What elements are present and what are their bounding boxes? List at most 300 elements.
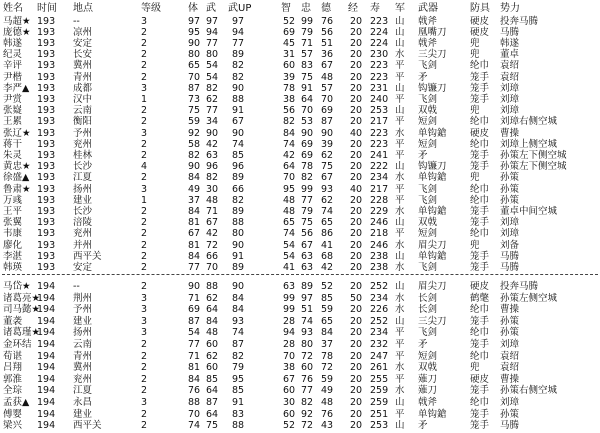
cell-lifespan: 226 <box>370 304 389 316</box>
cell-experience: 20 <box>350 250 363 262</box>
cell-intellect: 60 <box>283 408 296 420</box>
cell-intellect: 70 <box>283 172 296 184</box>
cell-intellect: 64 <box>283 161 296 173</box>
cell-force-up: 67 <box>232 116 245 128</box>
cell-intellect: 38 <box>283 362 296 374</box>
cell-army: 平 <box>395 93 405 105</box>
cell-virtue: 56 <box>321 26 334 38</box>
cell-lifespan: 224 <box>370 26 389 38</box>
cell-virtue: 75 <box>321 161 334 173</box>
cell-lifespan: 223 <box>370 138 389 150</box>
header-place: 地点 <box>73 3 93 14</box>
cell-time: 193 <box>37 49 56 61</box>
cell-faction: 马腾 <box>500 420 520 432</box>
cell-intellect: 28 <box>283 339 296 350</box>
cell-level: 2 <box>141 149 148 161</box>
cell-place: 安定 <box>73 261 93 273</box>
cell-body: 49 <box>188 183 201 195</box>
cell-body: 76 <box>188 385 201 397</box>
cell-armor: 硬皮 <box>470 26 490 38</box>
cell-body: 65 <box>188 60 201 72</box>
cell-faction: 孙策 <box>500 327 520 339</box>
cell-loyalty: 60 <box>301 362 314 374</box>
cell-armor: 纶巾 <box>470 228 490 240</box>
cell-army: 平 <box>395 149 405 161</box>
cell-army: 山 <box>395 26 405 38</box>
cell-virtue: 85 <box>321 292 334 304</box>
cell-loyalty: 75 <box>301 71 314 83</box>
cell-loyalty: 74 <box>301 315 314 327</box>
cell-place: 安定 <box>73 37 93 49</box>
cell-experience: 20 <box>350 49 363 61</box>
cell-time: 193 <box>37 105 56 117</box>
cell-armor: 笼手 <box>470 261 490 273</box>
cell-body: 59 <box>188 116 201 128</box>
cell-force-up: 85 <box>232 385 245 397</box>
cell-virtue: 42 <box>321 261 334 273</box>
cell-virtue: 43 <box>321 420 334 432</box>
table-row <box>0 240 600 252</box>
cell-loyalty: 97 <box>301 292 314 304</box>
cell-armor: 兜 <box>470 172 480 184</box>
cell-experience: 20 <box>350 194 363 206</box>
cell-time: 194 <box>37 292 56 304</box>
cell-intellect: 74 <box>283 228 296 240</box>
cell-body: 90 <box>188 37 201 49</box>
table-row <box>0 184 600 196</box>
cell-armor: 硬皮 <box>470 281 490 292</box>
cell-intellect: 74 <box>283 138 296 150</box>
cell-weapon: 短剑 <box>418 116 438 128</box>
cell-body: 97 <box>188 15 201 27</box>
cell-experience: 20 <box>350 397 363 408</box>
cell-lifespan: 234 <box>370 327 389 339</box>
cell-time: 194 <box>37 339 56 350</box>
cell-place: 并州 <box>73 239 93 251</box>
cell-force: 62 <box>206 292 219 304</box>
cell-experience: 20 <box>350 37 363 49</box>
cell-intellect: 82 <box>283 116 296 128</box>
cell-virtue: 52 <box>321 281 334 292</box>
cell-lifespan: 246 <box>370 217 389 229</box>
cell-faction: 刘璋 <box>500 228 520 240</box>
cell-force: 85 <box>206 373 219 385</box>
header-armor: 防具 <box>470 3 490 14</box>
table-row <box>0 16 600 28</box>
cell-experience: 20 <box>350 82 363 94</box>
cell-experience: 20 <box>350 261 363 273</box>
cell-experience: 50 <box>350 292 363 304</box>
cell-time: 193 <box>37 93 56 105</box>
cell-army: 平 <box>395 60 405 72</box>
cell-time: 193 <box>37 116 56 128</box>
cell-name: 王累 <box>3 116 23 128</box>
cell-virtue: 62 <box>321 149 334 161</box>
cell-force-up: 66 <box>232 183 245 195</box>
cell-place: 云南 <box>73 339 93 350</box>
cell-virtue: 74 <box>321 205 334 217</box>
cell-force: 42 <box>206 228 219 240</box>
cell-lifespan: 259 <box>370 397 389 408</box>
cell-body: 67 <box>188 228 201 240</box>
cell-time: 193 <box>37 138 56 150</box>
cell-level: 3 <box>141 397 148 408</box>
cell-weapon: 矛 <box>418 420 428 432</box>
cell-body: 77 <box>188 261 201 273</box>
table-row <box>0 409 600 421</box>
header-name: 姓名 <box>3 3 23 14</box>
cell-name: 蒋干 <box>3 138 23 150</box>
cell-experience: 40 <box>350 183 363 195</box>
cell-place: 冀州 <box>73 60 93 72</box>
cell-experience: 20 <box>350 228 363 240</box>
cell-faction: 孙策 <box>500 194 520 206</box>
cell-loyalty: 82 <box>301 172 314 184</box>
cell-virtue: 68 <box>321 250 334 262</box>
cell-time: 194 <box>37 408 56 420</box>
cell-body: 81 <box>188 239 201 251</box>
cell-force-up: 90 <box>232 82 245 94</box>
cell-virtue: 41 <box>321 239 334 251</box>
cell-time: 193 <box>37 172 56 184</box>
cell-faction: 袁绍 <box>500 60 520 72</box>
cell-force: 96 <box>206 161 219 173</box>
cell-force: 62 <box>206 93 219 105</box>
cell-level: 4 <box>141 161 148 173</box>
cell-virtue: 90 <box>321 127 334 139</box>
cell-lifespan: 234 <box>370 172 389 184</box>
cell-loyalty: 71 <box>301 37 314 49</box>
cell-virtue: 65 <box>321 217 334 229</box>
cell-loyalty: 69 <box>301 149 314 161</box>
cell-faction: 马腾 <box>500 26 520 38</box>
cell-time: 194 <box>37 397 56 408</box>
cell-weapon: 短剑 <box>418 350 438 362</box>
cell-army: 山 <box>395 161 405 173</box>
cell-level: 2 <box>141 250 148 262</box>
cell-force: 70 <box>206 261 219 273</box>
cell-force: 63 <box>206 149 219 161</box>
cell-loyalty: 67 <box>301 239 314 251</box>
cell-loyalty: 79 <box>301 205 314 217</box>
cell-intellect: 30 <box>283 397 296 408</box>
cell-force: 97 <box>206 15 219 27</box>
cell-experience: 40 <box>350 127 363 139</box>
cell-armor: 笼手 <box>470 250 490 262</box>
cell-faction: 刘璋右侧空城 <box>500 116 558 128</box>
cell-force-up: 96 <box>232 161 245 173</box>
cell-weapon: 矛 <box>418 71 428 83</box>
table-row <box>0 327 600 339</box>
table-row <box>0 374 600 386</box>
cell-loyalty: 63 <box>301 250 314 262</box>
cell-lifespan: 234 <box>370 292 389 304</box>
cell-body: 80 <box>188 49 201 61</box>
cell-army: 平 <box>395 327 405 339</box>
cell-body: 77 <box>188 339 201 350</box>
cell-weapon: 飞剑 <box>418 183 438 195</box>
table-row <box>0 316 600 328</box>
cell-intellect: 78 <box>283 82 296 94</box>
cell-place: 扬州 <box>73 327 93 339</box>
cell-name: 庞德★ <box>3 26 31 38</box>
cell-time: 193 <box>37 71 56 83</box>
cell-intellect: 60 <box>283 60 296 72</box>
cell-force: 84 <box>206 315 219 327</box>
cell-armor: 笼手 <box>470 315 490 327</box>
cell-body: 84 <box>188 172 201 184</box>
cell-level: 3 <box>141 127 148 139</box>
cell-faction: 刘璋 <box>500 105 520 117</box>
cell-place: -- <box>73 15 80 27</box>
cell-faction: 孙策 <box>500 183 520 195</box>
cell-place: 兖州 <box>73 228 93 240</box>
cell-name: 张辽★ <box>3 127 31 139</box>
cell-virtue: 59 <box>321 373 334 385</box>
cell-force: 60 <box>206 339 219 350</box>
cell-loyalty: 91 <box>301 82 314 94</box>
cell-weapon: 短剑 <box>418 228 438 240</box>
cell-time: 194 <box>37 327 56 339</box>
cell-intellect: 95 <box>283 183 296 195</box>
cell-experience: 20 <box>350 138 363 150</box>
cell-level: 2 <box>141 105 148 117</box>
cell-time: 193 <box>37 82 56 94</box>
cell-name: 吕翔 <box>3 362 23 374</box>
table-row <box>0 228 600 240</box>
cell-loyalty: 64 <box>301 93 314 105</box>
cell-weapon: 单钩鎗 <box>418 408 447 420</box>
cell-place: 成都 <box>73 82 93 94</box>
cell-loyalty: 53 <box>301 116 314 128</box>
cell-army: 山 <box>395 37 405 49</box>
cell-lifespan: 253 <box>370 105 389 117</box>
cell-name: 尹赏 <box>3 93 23 105</box>
cell-experience: 20 <box>350 350 363 362</box>
cell-experience: 20 <box>350 26 363 38</box>
cell-place: 永昌 <box>73 397 93 408</box>
cell-experience: 20 <box>350 105 363 117</box>
cell-virtue: 76 <box>321 408 334 420</box>
cell-body: 84 <box>188 250 201 262</box>
cell-lifespan: 246 <box>370 239 389 251</box>
cell-place: 青州 <box>73 71 93 83</box>
header-time: 时间 <box>37 3 57 14</box>
cell-virtue: 93 <box>321 183 334 195</box>
cell-body: 84 <box>188 373 201 385</box>
cell-force-up: 94 <box>232 26 245 38</box>
cell-loyalty: 89 <box>301 281 314 292</box>
cell-faction: 刘备 <box>500 239 520 251</box>
cell-experience: 20 <box>350 362 363 374</box>
cell-time: 194 <box>37 385 56 397</box>
cell-weapon: 飞剑 <box>418 327 438 339</box>
cell-place: 西平关 <box>73 420 102 432</box>
cell-army: 平 <box>395 71 405 83</box>
cell-intellect: 42 <box>283 149 296 161</box>
cell-army: 平 <box>395 373 405 385</box>
cell-virtue: 67 <box>321 60 334 72</box>
cell-body: 88 <box>188 397 201 408</box>
cell-virtue: 72 <box>321 362 334 374</box>
cell-place: 衡阳 <box>73 116 93 128</box>
cell-armor: 笼手 <box>470 420 490 432</box>
cell-intellect: 52 <box>283 15 296 27</box>
cell-lifespan: 231 <box>370 82 389 94</box>
cell-force: 30 <box>206 183 219 195</box>
cell-weapon: 短剑 <box>418 138 438 150</box>
cell-body: 73 <box>188 93 201 105</box>
cell-name: 马超★ <box>3 15 31 27</box>
cell-intellect: 84 <box>283 127 296 139</box>
cell-army: 山 <box>395 281 405 292</box>
cell-level: 2 <box>141 385 148 397</box>
cell-virtue: 76 <box>321 15 334 27</box>
cell-lifespan: 238 <box>370 261 389 273</box>
cell-experience: 20 <box>350 71 363 83</box>
table-row <box>0 72 600 84</box>
cell-experience: 20 <box>350 60 363 72</box>
cell-name: 马岱★ <box>3 281 31 292</box>
cell-time: 193 <box>37 261 56 273</box>
cell-lifespan: 217 <box>370 116 389 128</box>
cell-lifespan: 223 <box>370 71 389 83</box>
cell-name: 郭淮 <box>3 373 23 385</box>
cell-lifespan: 251 <box>370 408 389 420</box>
cell-name: 张翼 <box>3 217 23 229</box>
cell-level: 2 <box>141 373 148 385</box>
cell-weapon: 眉尖刀 <box>418 239 447 251</box>
cell-armor: 纶巾 <box>470 397 490 408</box>
cell-virtue: 78 <box>321 350 334 362</box>
cell-army: 山 <box>395 105 405 117</box>
cell-level: 3 <box>141 82 148 94</box>
cell-name: 韦康 <box>3 228 23 240</box>
cell-intellect: 48 <box>283 205 296 217</box>
cell-body: 70 <box>188 408 201 420</box>
cell-virtue: 86 <box>321 228 334 240</box>
cell-armor: 纶巾 <box>470 138 490 150</box>
cell-weapon: 矛 <box>418 339 428 350</box>
cell-place: 予州 <box>73 127 93 139</box>
cell-name: 万彧 <box>3 194 23 206</box>
cell-experience: 20 <box>350 420 363 432</box>
cell-force: 48 <box>206 194 219 206</box>
cell-lifespan: 228 <box>370 194 389 206</box>
cell-army: 水 <box>395 205 405 217</box>
cell-intellect: 60 <box>283 385 296 397</box>
cell-name: 李严▲ <box>3 82 30 94</box>
cell-loyalty: 99 <box>301 183 314 195</box>
cell-weapon: 飞剑 <box>418 194 438 206</box>
table-row <box>0 27 600 39</box>
table-row <box>0 116 600 128</box>
cell-name: 黄忠★ <box>3 161 31 173</box>
cell-name: 李湛 <box>3 250 23 262</box>
cell-faction: 投奔马腾 <box>500 15 539 27</box>
table-row <box>0 251 600 263</box>
cell-faction: 孙策 <box>500 408 520 420</box>
cell-place: 江夏 <box>73 385 93 397</box>
table-row <box>0 293 600 305</box>
cell-force-up: 82 <box>232 71 245 83</box>
cell-faction: 投奔马腾 <box>500 281 539 292</box>
cell-faction: 刘璋上侧空城 <box>500 138 558 150</box>
cell-force: 88 <box>206 281 219 292</box>
table-row <box>0 139 600 151</box>
header-level: 等级 <box>141 3 161 14</box>
cell-name: 韩遂 <box>3 37 23 49</box>
cell-time: 194 <box>37 281 56 292</box>
cell-level: 2 <box>141 362 148 374</box>
cell-force: 67 <box>206 217 219 229</box>
cell-armor: 笼手 <box>470 161 490 173</box>
cell-armor: 笼手 <box>470 71 490 83</box>
cell-virtue: 69 <box>321 105 334 117</box>
cell-weapon: 单钩鎗 <box>418 127 447 139</box>
cell-weapon: 矛 <box>418 149 428 161</box>
cell-lifespan: 255 <box>370 373 389 385</box>
cell-experience: 20 <box>350 327 363 339</box>
cell-intellect: 48 <box>283 194 296 206</box>
cell-force-up: 83 <box>232 408 245 420</box>
cell-place: 西平关 <box>73 250 102 262</box>
cell-body: 81 <box>188 217 201 229</box>
cell-level: 2 <box>141 350 148 362</box>
cell-body: 37 <box>188 194 201 206</box>
cell-army: 平 <box>395 116 405 128</box>
cell-place: 桂林 <box>73 149 93 161</box>
cell-force: 80 <box>206 49 219 61</box>
cell-force-up: 77 <box>232 37 245 49</box>
cell-level: 2 <box>141 26 148 38</box>
cell-body: 81 <box>188 362 201 374</box>
cell-weapon: 薙刀 <box>418 385 438 397</box>
cell-virtue: 36 <box>321 49 334 61</box>
cell-name: 尹楷 <box>3 71 23 83</box>
cell-weapon: 单钩鎗 <box>418 250 447 262</box>
cell-time: 193 <box>37 205 56 217</box>
cell-weapon: 长剑 <box>418 304 438 316</box>
cell-force-up: 82 <box>232 194 245 206</box>
cell-level: 2 <box>141 228 148 240</box>
cell-name: 韩瑛 <box>3 261 23 273</box>
header-body: 体 <box>188 3 198 14</box>
cell-lifespan: 229 <box>370 205 389 217</box>
cell-lifespan: 252 <box>370 315 389 327</box>
table-row <box>0 420 600 432</box>
cell-time: 193 <box>37 183 56 195</box>
table-row <box>0 172 600 184</box>
cell-virtue: 49 <box>321 385 334 397</box>
cell-lifespan: 238 <box>370 250 389 262</box>
header-intellect: 智 <box>281 3 291 14</box>
cell-weapon: 飞剑 <box>418 93 438 105</box>
cell-body: 82 <box>188 149 201 161</box>
cell-faction: 马腾 <box>500 261 520 273</box>
cell-level: 3 <box>141 292 148 304</box>
cell-time: 193 <box>37 161 56 173</box>
cell-name: 孟获▲ <box>3 397 30 408</box>
header-experience: 经 <box>348 3 358 14</box>
cell-force-up: 91 <box>232 250 245 262</box>
cell-force-up: 84 <box>232 292 245 304</box>
cell-level: 2 <box>141 116 148 128</box>
cell-force: 94 <box>206 26 219 38</box>
cell-force-up: 93 <box>232 315 245 327</box>
cell-armor: 兜 <box>470 105 480 117</box>
cell-level: 1 <box>141 194 148 206</box>
